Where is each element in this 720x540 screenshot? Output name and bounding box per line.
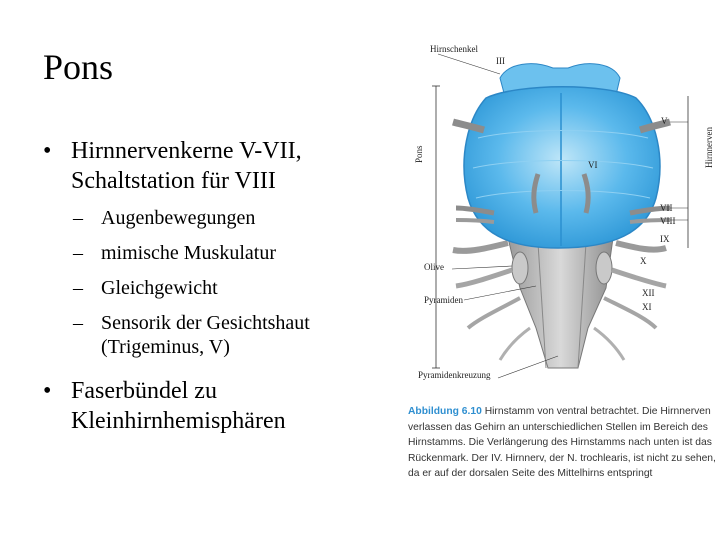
slide-title: Pons: [43, 47, 114, 87]
label-hirnschenkel: Hirnschenkel: [430, 44, 478, 54]
brainstem-figure: [408, 38, 718, 386]
label-n7: VII: [660, 203, 673, 213]
label-n3: III: [496, 56, 505, 66]
label-n10: X: [640, 256, 647, 266]
label-hirnnerven: Hirnnerven: [704, 127, 714, 168]
subbullet-text: Gleichgewicht: [101, 277, 218, 299]
caption-text: Hirnstamm von ventral betrachtet. Die Hirnnerven verlassen das Gehirn an unterschiedlichen Stellen im Bereich des Hirnstamms. Die Verlängerung des Hirnstamms nach unten ist das Rückenmark. Der IV. Hirnnerv, der N. trochlearis, ist nicht zu sehen, da er auf der dorsalen Seite des Mittelhirns entspringt: [408, 406, 716, 479]
subbullet-text: mimische Muskulatur: [101, 242, 276, 264]
dash-icon: –: [73, 277, 83, 299]
bullet-dot-icon: •: [43, 378, 52, 404]
caption-heading: Abbildung 6.10: [408, 406, 482, 417]
bullet-text: Hirnnervenkerne V-VII, Schaltstation für VIII: [71, 138, 302, 194]
dash-icon: –: [73, 207, 83, 229]
subbullet-text: Augenbewegungen: [101, 207, 256, 229]
dash-icon: –: [73, 312, 83, 334]
figure-caption: [408, 404, 718, 482]
label-pyramidenkreuzung: Pyramidenkreuzung: [418, 370, 491, 380]
label-olive: Olive: [424, 262, 444, 272]
label-pons: Pons: [414, 145, 424, 163]
olive-shape: [596, 252, 612, 284]
olive-shape: [512, 252, 528, 284]
label-n12: XII: [642, 288, 655, 298]
bullet-text: Faserbündel zu Kleinhirnhemisphären: [71, 378, 286, 434]
label-pyramiden: Pyramiden: [424, 295, 463, 305]
bullet-dot-icon: •: [43, 138, 52, 164]
label-n11: XI: [642, 302, 652, 312]
label-n5: V: [661, 116, 668, 126]
label-n8: VIII: [660, 216, 676, 226]
dash-icon: –: [73, 242, 83, 264]
label-n6: VI: [588, 160, 598, 170]
subbullet-text: Sensorik der Gesichtshaut (Trigeminus, V): [101, 312, 310, 358]
label-n9: IX: [660, 234, 670, 244]
